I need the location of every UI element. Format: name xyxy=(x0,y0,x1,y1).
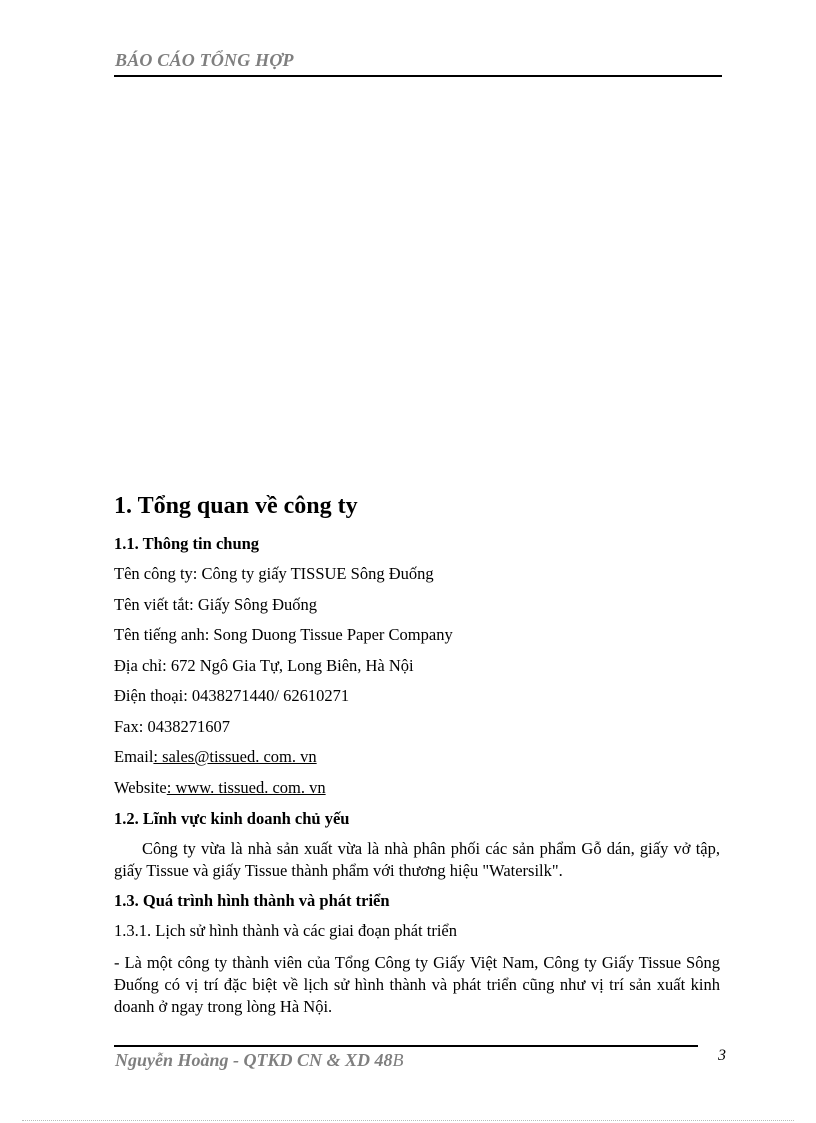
page-bottom-dotted-line xyxy=(22,1120,794,1121)
footer-divider xyxy=(114,1045,698,1047)
website-link[interactable]: : www. tissued. com. vn xyxy=(166,778,326,797)
phone-line: Điện thoại: 0438271440/ 62610271 xyxy=(114,686,350,705)
footer-author-text: Nguyễn Hoàng - QTKD CN & XD 48 xyxy=(115,1050,393,1070)
email-label: Email xyxy=(114,747,154,766)
english-name-line: Tên tiếng anh: Song Duong Tissue Paper Company xyxy=(114,625,453,644)
website-line xyxy=(114,778,326,798)
header-divider xyxy=(114,75,722,77)
section-1-1-title: 1.1. Thông tin chung xyxy=(114,534,260,553)
email-link[interactable]: : sales@tissued. com. vn xyxy=(153,747,317,766)
email-line xyxy=(114,747,317,767)
history-paragraph: - Là một công ty thành viên của Tổng Công ty Giấy Việt Nam, Công ty Giấy Tissue Sông Đuống có vị trí đặc biệt về lịch sử hình thành và phát triển cũng như vị trí sản xuất kinh doanh ở ngay trong lòng Hà Nội. xyxy=(114,953,720,1016)
business-paragraph: Công ty vừa là nhà sản xuất vừa là nhà phân phối các sản phẩm Gỗ dán, giấy vở tập, giấy Tissue và giấy Tissue thành phẩm với thương hiệu "Watersilk". xyxy=(114,839,720,880)
section-1-title: 1. Tổng quan về công ty xyxy=(114,493,358,519)
website-label: Website xyxy=(114,778,167,797)
section-1-3-1-title: 1.3.1. Lịch sử hình thành và các giai đoạn phát triển xyxy=(114,921,457,940)
section-1-3-title: 1.3. Quá trình hình thành và phát triển xyxy=(114,891,390,910)
header-title: BÁO CÁO TỔNG HỢP xyxy=(115,50,294,70)
fax-line: Fax: 0438271607 xyxy=(114,717,230,736)
short-name-line: Tên viết tắt: Giấy Sông Đuống xyxy=(114,595,318,614)
address-line: Địa chỉ: 672 Ngô Gia Tự, Long Biên, Hà Nội xyxy=(114,656,414,675)
footer-author-suffix: B xyxy=(392,1050,404,1070)
section-1-2-title: 1.2. Lĩnh vực kinh doanh chủ yếu xyxy=(114,809,350,828)
footer-author xyxy=(115,1050,404,1071)
page-number: 3 xyxy=(718,1047,726,1064)
company-name-line: Tên công ty: Công ty giấy TISSUE Sông Đuống xyxy=(114,564,434,583)
